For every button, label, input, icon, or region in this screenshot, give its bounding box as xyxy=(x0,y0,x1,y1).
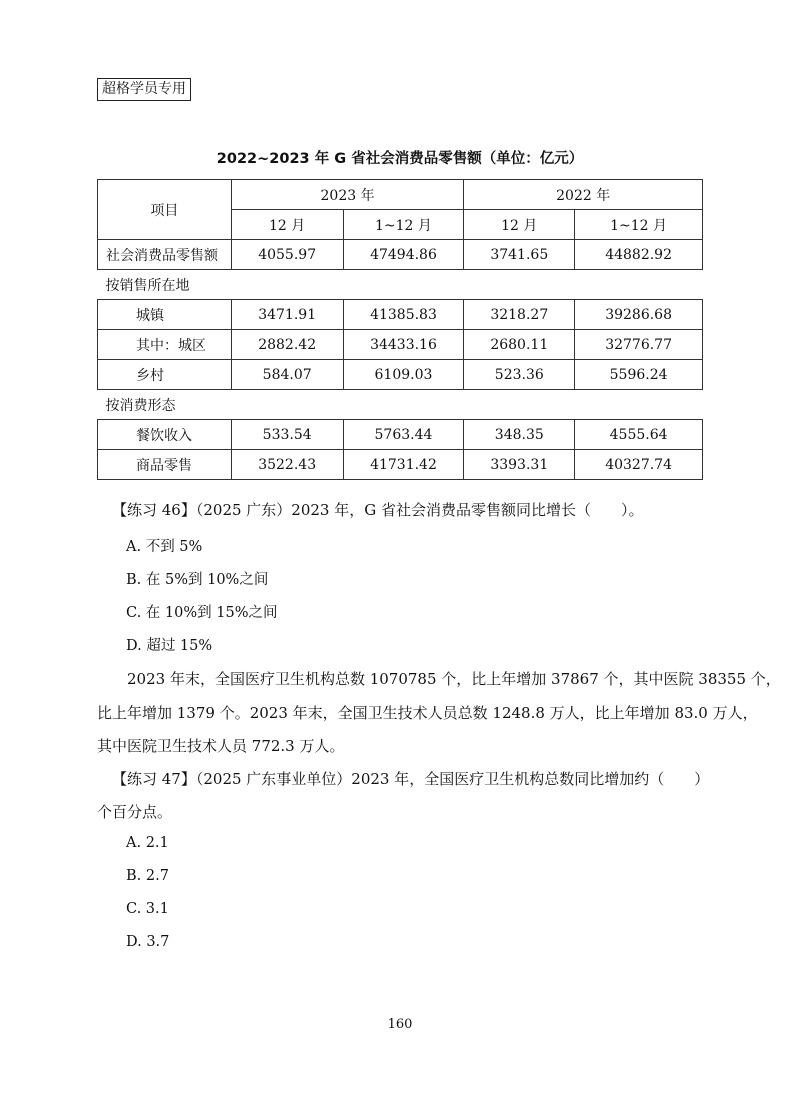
table-cell: 40327.74 xyxy=(575,450,703,480)
row-label: 商品零售 xyxy=(98,450,232,480)
table-row xyxy=(98,330,703,360)
passage-line-1: 2023 年末，全国医疗卫生机构总数 1070785 个，比上年增加 37867 个，其中医院 38355 个， xyxy=(127,670,781,688)
question-47-stem: 【练习 47】（2025 广东事业单位）2023 年，全国医疗卫生机构总数同比增加约（ ） xyxy=(112,770,710,788)
section-row xyxy=(98,270,703,300)
table-row xyxy=(98,360,703,390)
table-cell: 2680.11 xyxy=(464,330,575,360)
section-row xyxy=(98,390,703,420)
header-2022-dec: 12 月 xyxy=(464,210,575,240)
table-cell: 41731.42 xyxy=(343,450,464,480)
table-cell: 39286.68 xyxy=(575,300,703,330)
table-cell: 4055.97 xyxy=(231,240,343,270)
table-row xyxy=(98,420,703,450)
table-cell: 5596.24 xyxy=(575,360,703,390)
q46-option-d: D. 超过 15% xyxy=(126,638,213,654)
table-cell: 3522.43 xyxy=(231,450,343,480)
page-number: 160 xyxy=(387,1017,413,1032)
q47-option-b: B. 2.7 xyxy=(126,868,169,884)
table-cell: 4555.64 xyxy=(575,420,703,450)
row-label: 社会消费品零售额 xyxy=(98,240,232,270)
table-cell: 2882.42 xyxy=(231,330,343,360)
table-cell: 3218.27 xyxy=(464,300,575,330)
table-header-row xyxy=(98,180,703,210)
retail-sales-table xyxy=(97,179,703,480)
row-label: 餐饮收入 xyxy=(98,420,232,450)
q47-option-d: D. 3.7 xyxy=(126,934,170,950)
question-47-stem-cont: 个百分点。 xyxy=(97,803,173,821)
q46-option-b: B. 在 5%到 10%之间 xyxy=(126,572,269,588)
row-label: 城镇 xyxy=(98,300,232,330)
table-cell: 44882.92 xyxy=(575,240,703,270)
q47-option-a: A. 2.1 xyxy=(126,835,169,851)
header-item: 项目 xyxy=(98,180,232,240)
header-2023-dec: 12 月 xyxy=(231,210,343,240)
header-2023-jan-dec: 1~12 月 xyxy=(343,210,464,240)
table-cell: 3741.65 xyxy=(464,240,575,270)
table-cell: 47494.86 xyxy=(343,240,464,270)
table-row xyxy=(98,300,703,330)
table-cell: 523.36 xyxy=(464,360,575,390)
table-cell: 41385.83 xyxy=(343,300,464,330)
row-label: 乡村 xyxy=(98,360,232,390)
table-row xyxy=(98,450,703,480)
header-2022-jan-dec: 1~12 月 xyxy=(575,210,703,240)
student-only-tag: 超格学员专用 xyxy=(97,78,191,101)
q47-option-c: C. 3.1 xyxy=(126,901,169,917)
q46-option-a: A. 不到 5% xyxy=(126,539,203,555)
table-title: 2022~2023 年 G 省社会消费品零售额（单位：亿元） xyxy=(216,151,584,167)
table-cell: 5763.44 xyxy=(343,420,464,450)
header-year-2023: 2023 年 xyxy=(231,180,464,210)
table-cell: 584.07 xyxy=(231,360,343,390)
table-cell: 34433.16 xyxy=(343,330,464,360)
table-row xyxy=(98,240,703,270)
table-cell: 32776.77 xyxy=(575,330,703,360)
table-cell: 348.35 xyxy=(464,420,575,450)
table-cell: 3471.91 xyxy=(231,300,343,330)
passage-line-3: 其中医院卫生技术人员 772.3 万人。 xyxy=(97,737,345,755)
passage-line-2: 比上年增加 1379 个。2023 年末，全国卫生技术人员总数 1248.8 万人，比上年增加 83.0 万人， xyxy=(97,704,758,722)
table-cell: 6109.03 xyxy=(343,360,464,390)
table-cell: 3393.31 xyxy=(464,450,575,480)
row-label: 其中：城区 xyxy=(98,330,232,360)
table-cell: 533.54 xyxy=(231,420,343,450)
section-label: 按销售所在地 xyxy=(98,270,703,300)
question-46-stem: 【练习 46】（2025 广东）2023 年，G 省社会消费品零售额同比增长（ ）。 xyxy=(112,501,644,519)
section-label: 按消费形态 xyxy=(98,390,703,420)
header-year-2022: 2022 年 xyxy=(464,180,703,210)
q46-option-c: C. 在 10%到 15%之间 xyxy=(126,605,278,621)
